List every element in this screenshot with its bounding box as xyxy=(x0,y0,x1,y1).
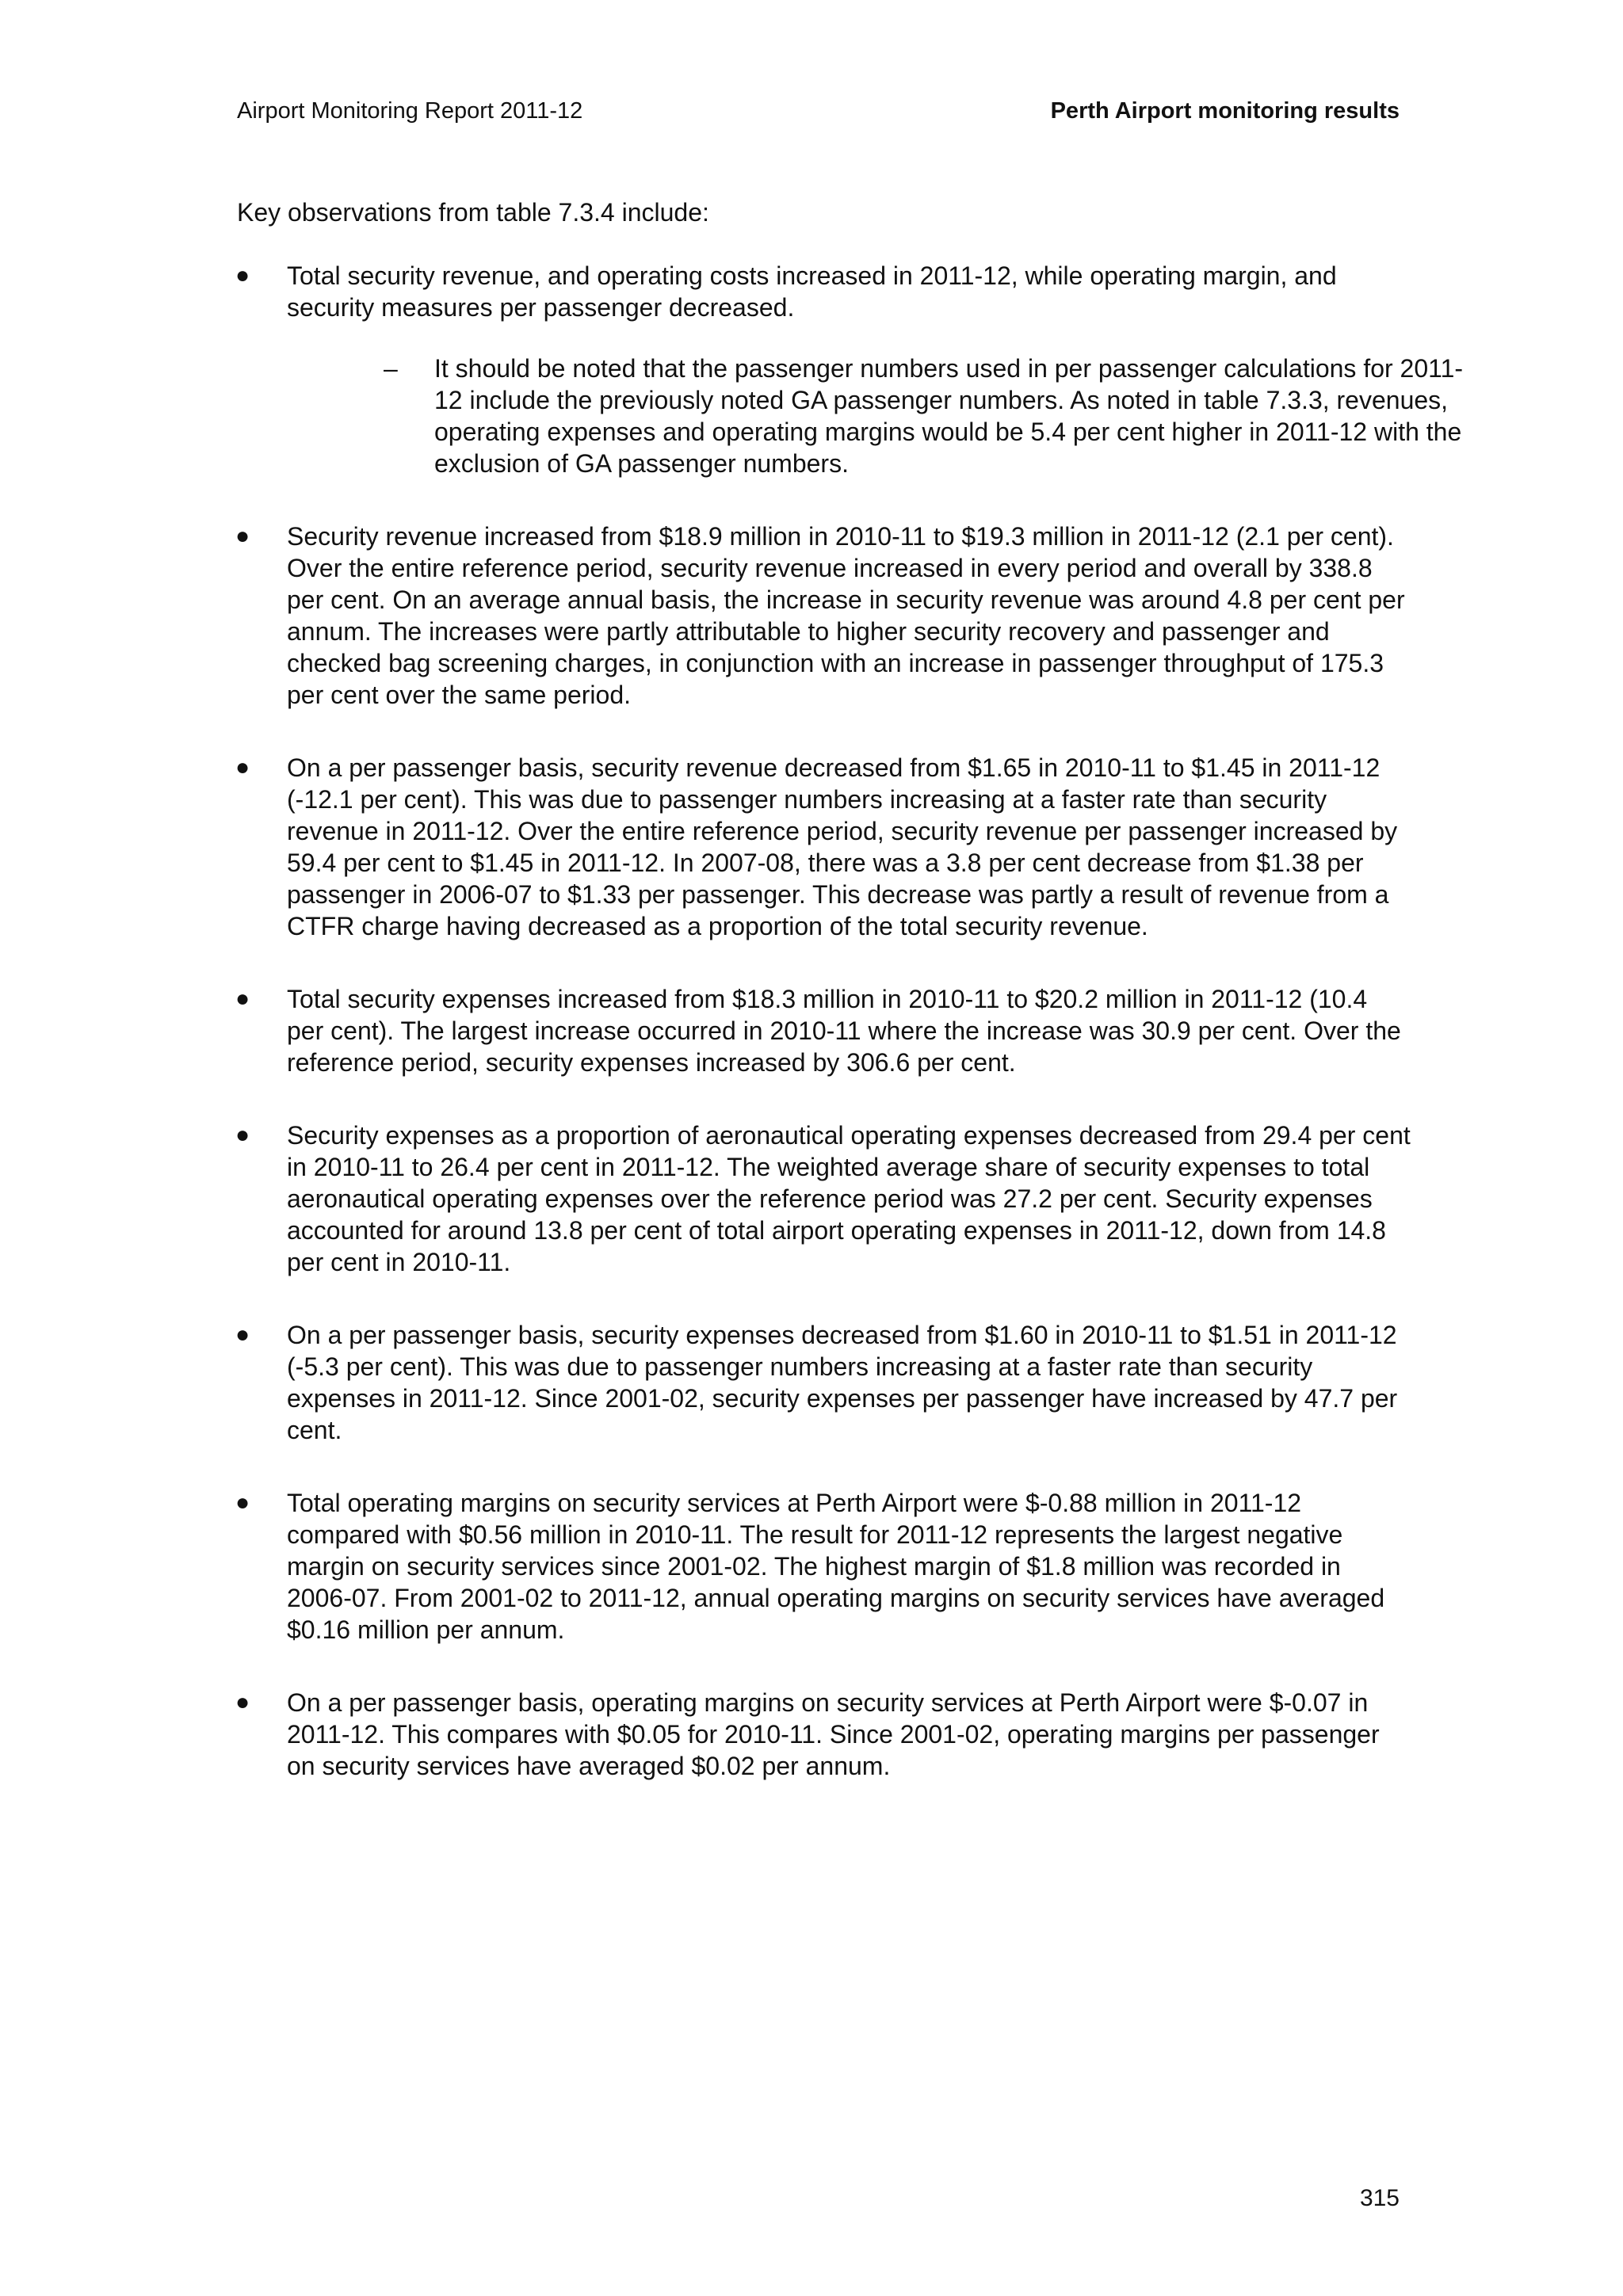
bullet-icon: ● xyxy=(235,1322,250,1348)
bullet-text: Security revenue increased from $18.9 million in 2010-11 to $19.3 million in 2011-12 (2.1 per cent). Over the entire reference period, security revenue increased in every period and overall by 338.8 per cent. On an average annual basis, the increase in security revenue was around 4.8 per cent per annum. The increases were partly attributable to higher security recovery and passenger and checked bag screening charges, in conjunction with an increase in passenger throughput of 175.3 per cent over the same period. xyxy=(287,522,1405,709)
page-number: 315 xyxy=(1359,2185,1400,2211)
intro-paragraph: Key observations from table 7.3.4 include: xyxy=(237,198,709,227)
bullet-text: On a per passenger basis, security revenue decreased from $1.65 in 2010-11 to $1.45 in 2011-12 (-12.1 per cent). This was due to passenger numbers increasing at a faster rate than security revenue in 2011-12. Over the entire reference period, security revenue per passenger increased by 59.4 per cent to $1.45 in 2011-12. In 2007-08, there was a 3.8 per cent decrease from $1.38 per passenger in 2006-07 to $1.33 per passenger. This decrease was partly a result of revenue from a CTFR charge having decreased as a proportion of the total security revenue. xyxy=(287,753,1398,940)
bullet-text: On a per passenger basis, operating margins on security services at Perth Airport were $-0.07 in 2011-12. This compares with $0.05 for 2010-11. Since 2001-02, operating margins per passenger on security services have averaged $0.02 per annum. xyxy=(287,1688,1380,1780)
bullet-text: Security expenses as a proportion of aeronautical operating expenses decreased from 29.4 per cent in 2010-11 to 26.4 per cent in 2011-12. The weighted average share of security expenses to total aeronautical operating expenses over the reference period was 27.2 per cent. Security expenses accounted for around 13.8 per cent of total airport operating expenses in 2011-12, down from 14.8 per cent in 2010-11. xyxy=(287,1121,1411,1276)
dash-icon: – xyxy=(384,354,398,383)
bullet-icon: ● xyxy=(235,754,250,780)
document-body xyxy=(235,196,1464,1823)
bullet-icon: ● xyxy=(235,1689,250,1715)
bullet-item xyxy=(237,1319,1410,1446)
bullet-text: On a per passenger basis, security expenses decreased from $1.60 in 2010-11 to $1.51 in 2011-12 (-5.3 per cent). This was due to passenger numbers increasing at a faster rate than security expenses in 2011-12. Since 2001-02, security expenses per passenger have increased by 47.7 per cent. xyxy=(287,1321,1398,1444)
bullet-text: Total operating margins on security services at Perth Airport were $-0.88 million in 2011-12 compared with $0.56 million in 2010-11. The result for 2011-12 represents the largest negative margin on security services since 2001-02. The highest margin of $1.8 million was recorded in 2006-07. From 2001-02 to 2011-12, annual operating margins on security services have averaged $0.16 million per annum. xyxy=(287,1489,1385,1644)
bullet-item xyxy=(237,752,1410,942)
bullet-item xyxy=(237,1119,1410,1278)
bullet-text: Total security revenue, and operating costs increased in 2011-12, while operating margin, and security measures per passenger decreased. xyxy=(287,261,1337,322)
bullet-item xyxy=(237,521,1410,711)
bullet-icon: ● xyxy=(235,1122,250,1148)
bullet-icon: ● xyxy=(235,986,250,1012)
bullet-icon: ● xyxy=(235,523,250,549)
bullet-item xyxy=(237,983,1410,1078)
bullet-item xyxy=(237,1487,1410,1646)
bullet-item xyxy=(237,1687,1410,1782)
bullet-text: Total security expenses increased from $18.3 million in 2010-11 to $20.2 million in 2011-12 (10.4 per cent). The largest increase occurred in 2010-11 where the increase was 30.9 per cent. Over the reference period, security expenses increased by 306.6 per cent. xyxy=(287,985,1401,1077)
bullet-icon: ● xyxy=(235,1489,250,1516)
running-header-section: Perth Airport monitoring results xyxy=(1050,98,1400,124)
bullet-icon: ● xyxy=(235,262,250,288)
running-header-title: Airport Monitoring Report 2011-12 xyxy=(237,98,583,124)
sub-bullet-text: It should be noted that the passenger numbers used in per passenger calculations for 2011-12 include the previously noted GA passenger numbers. As noted in table 7.3.3, revenues, operating expenses and operating margins would be 5.4 per cent higher in 2011-12 with the exclusion of GA passenger numbers. xyxy=(434,354,1464,478)
bullet-item xyxy=(235,260,1464,479)
sub-bullet-item xyxy=(287,353,1464,479)
